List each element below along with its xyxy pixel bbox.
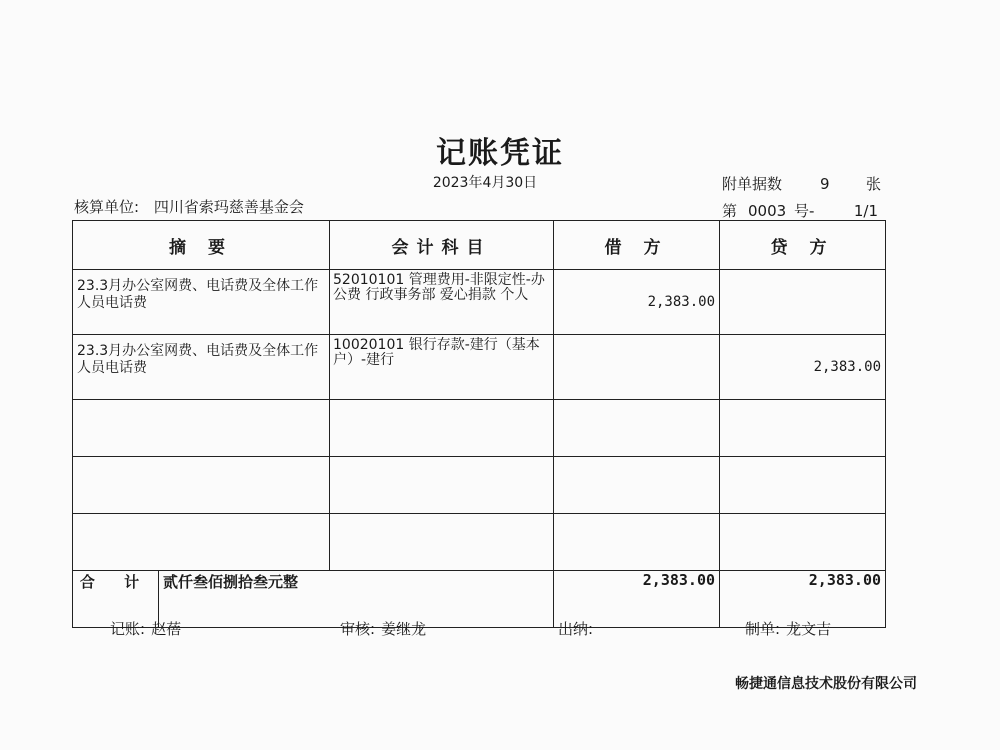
accounting-unit — [74, 196, 304, 217]
total-credit: 2,383.00 — [720, 571, 886, 628]
voucher-page: 1/1 — [853, 202, 878, 220]
empty-cell — [554, 400, 720, 457]
preparer-name: 龙文吉 — [786, 620, 832, 638]
row-summary: 23.3月办公室网费、电话费及全体工作人员电话费 — [73, 270, 330, 335]
attachment-unit: 张 — [866, 175, 882, 193]
preparer-label: 制单: — [745, 620, 781, 638]
bookkeeper-name: 赵蓓 — [151, 620, 182, 638]
row-credit: 2,383.00 — [720, 335, 886, 400]
attachment-label: 附单据数 — [722, 175, 783, 193]
header-summary: 摘 要 — [73, 221, 330, 270]
auditor-signature — [340, 618, 426, 639]
bookkeeper-label: 记账: — [110, 620, 146, 638]
voucher-table — [72, 220, 886, 628]
row-summary: 23.3月办公室网费、电话费及全体工作人员电话费 — [73, 335, 330, 400]
empty-cell — [554, 457, 720, 514]
software-company: 畅捷通信息技术股份有限公司 — [735, 676, 917, 692]
empty-cell — [330, 457, 554, 514]
attachment-number: 9 — [820, 175, 830, 193]
row-debit: 2,383.00 — [554, 270, 720, 335]
table-row — [73, 335, 886, 400]
empty-cell — [330, 514, 554, 571]
empty-cell — [73, 457, 330, 514]
unit-label: 核算单位: — [74, 198, 140, 216]
row-credit — [720, 270, 886, 335]
unit-name: 四川省索玛慈善基金会 — [153, 198, 304, 216]
empty-cell — [554, 514, 720, 571]
empty-cell — [73, 514, 330, 571]
row-account: 10020101 银行存款-建行（基本户）-建行 — [330, 335, 554, 400]
voucher-prefix: 第 — [722, 202, 738, 220]
auditor-label: 审核: — [340, 620, 376, 638]
empty-cell — [330, 400, 554, 457]
table-row-empty — [73, 514, 886, 571]
header-account: 会计科目 — [330, 221, 554, 270]
auditor-name: 姜继龙 — [381, 620, 427, 638]
header-debit: 借 方 — [554, 221, 720, 270]
empty-cell — [720, 514, 886, 571]
voucher-suffix: 号- — [794, 202, 815, 220]
cashier-label: 出纳: — [558, 620, 594, 638]
empty-cell — [720, 400, 886, 457]
bookkeeper-signature — [110, 618, 181, 639]
attachment-count — [722, 173, 887, 194]
total-debit: 2,383.00 — [554, 571, 720, 628]
voucher-number — [722, 200, 887, 221]
empty-cell — [720, 457, 886, 514]
total-label: 合 计 — [73, 571, 159, 628]
cashier-signature — [558, 618, 599, 639]
voucher-title: 记账凭证 — [436, 136, 564, 171]
total-amount-words: 贰仟叁佰捌拾叁元整 — [159, 571, 554, 628]
table-row-empty — [73, 457, 886, 514]
table-header-row — [73, 221, 886, 270]
row-account: 52010101 管理费用-非限定性-办公费 行政事务部 爱心捐款 个人 — [330, 270, 554, 335]
table-row — [73, 270, 886, 335]
row-debit — [554, 335, 720, 400]
header-credit: 贷 方 — [720, 221, 886, 270]
voucher-date: 2023年4月30日 — [432, 175, 538, 191]
empty-cell — [73, 400, 330, 457]
preparer-signature — [745, 618, 831, 639]
voucher-no: 0003 — [748, 202, 787, 220]
table-row-empty — [73, 400, 886, 457]
